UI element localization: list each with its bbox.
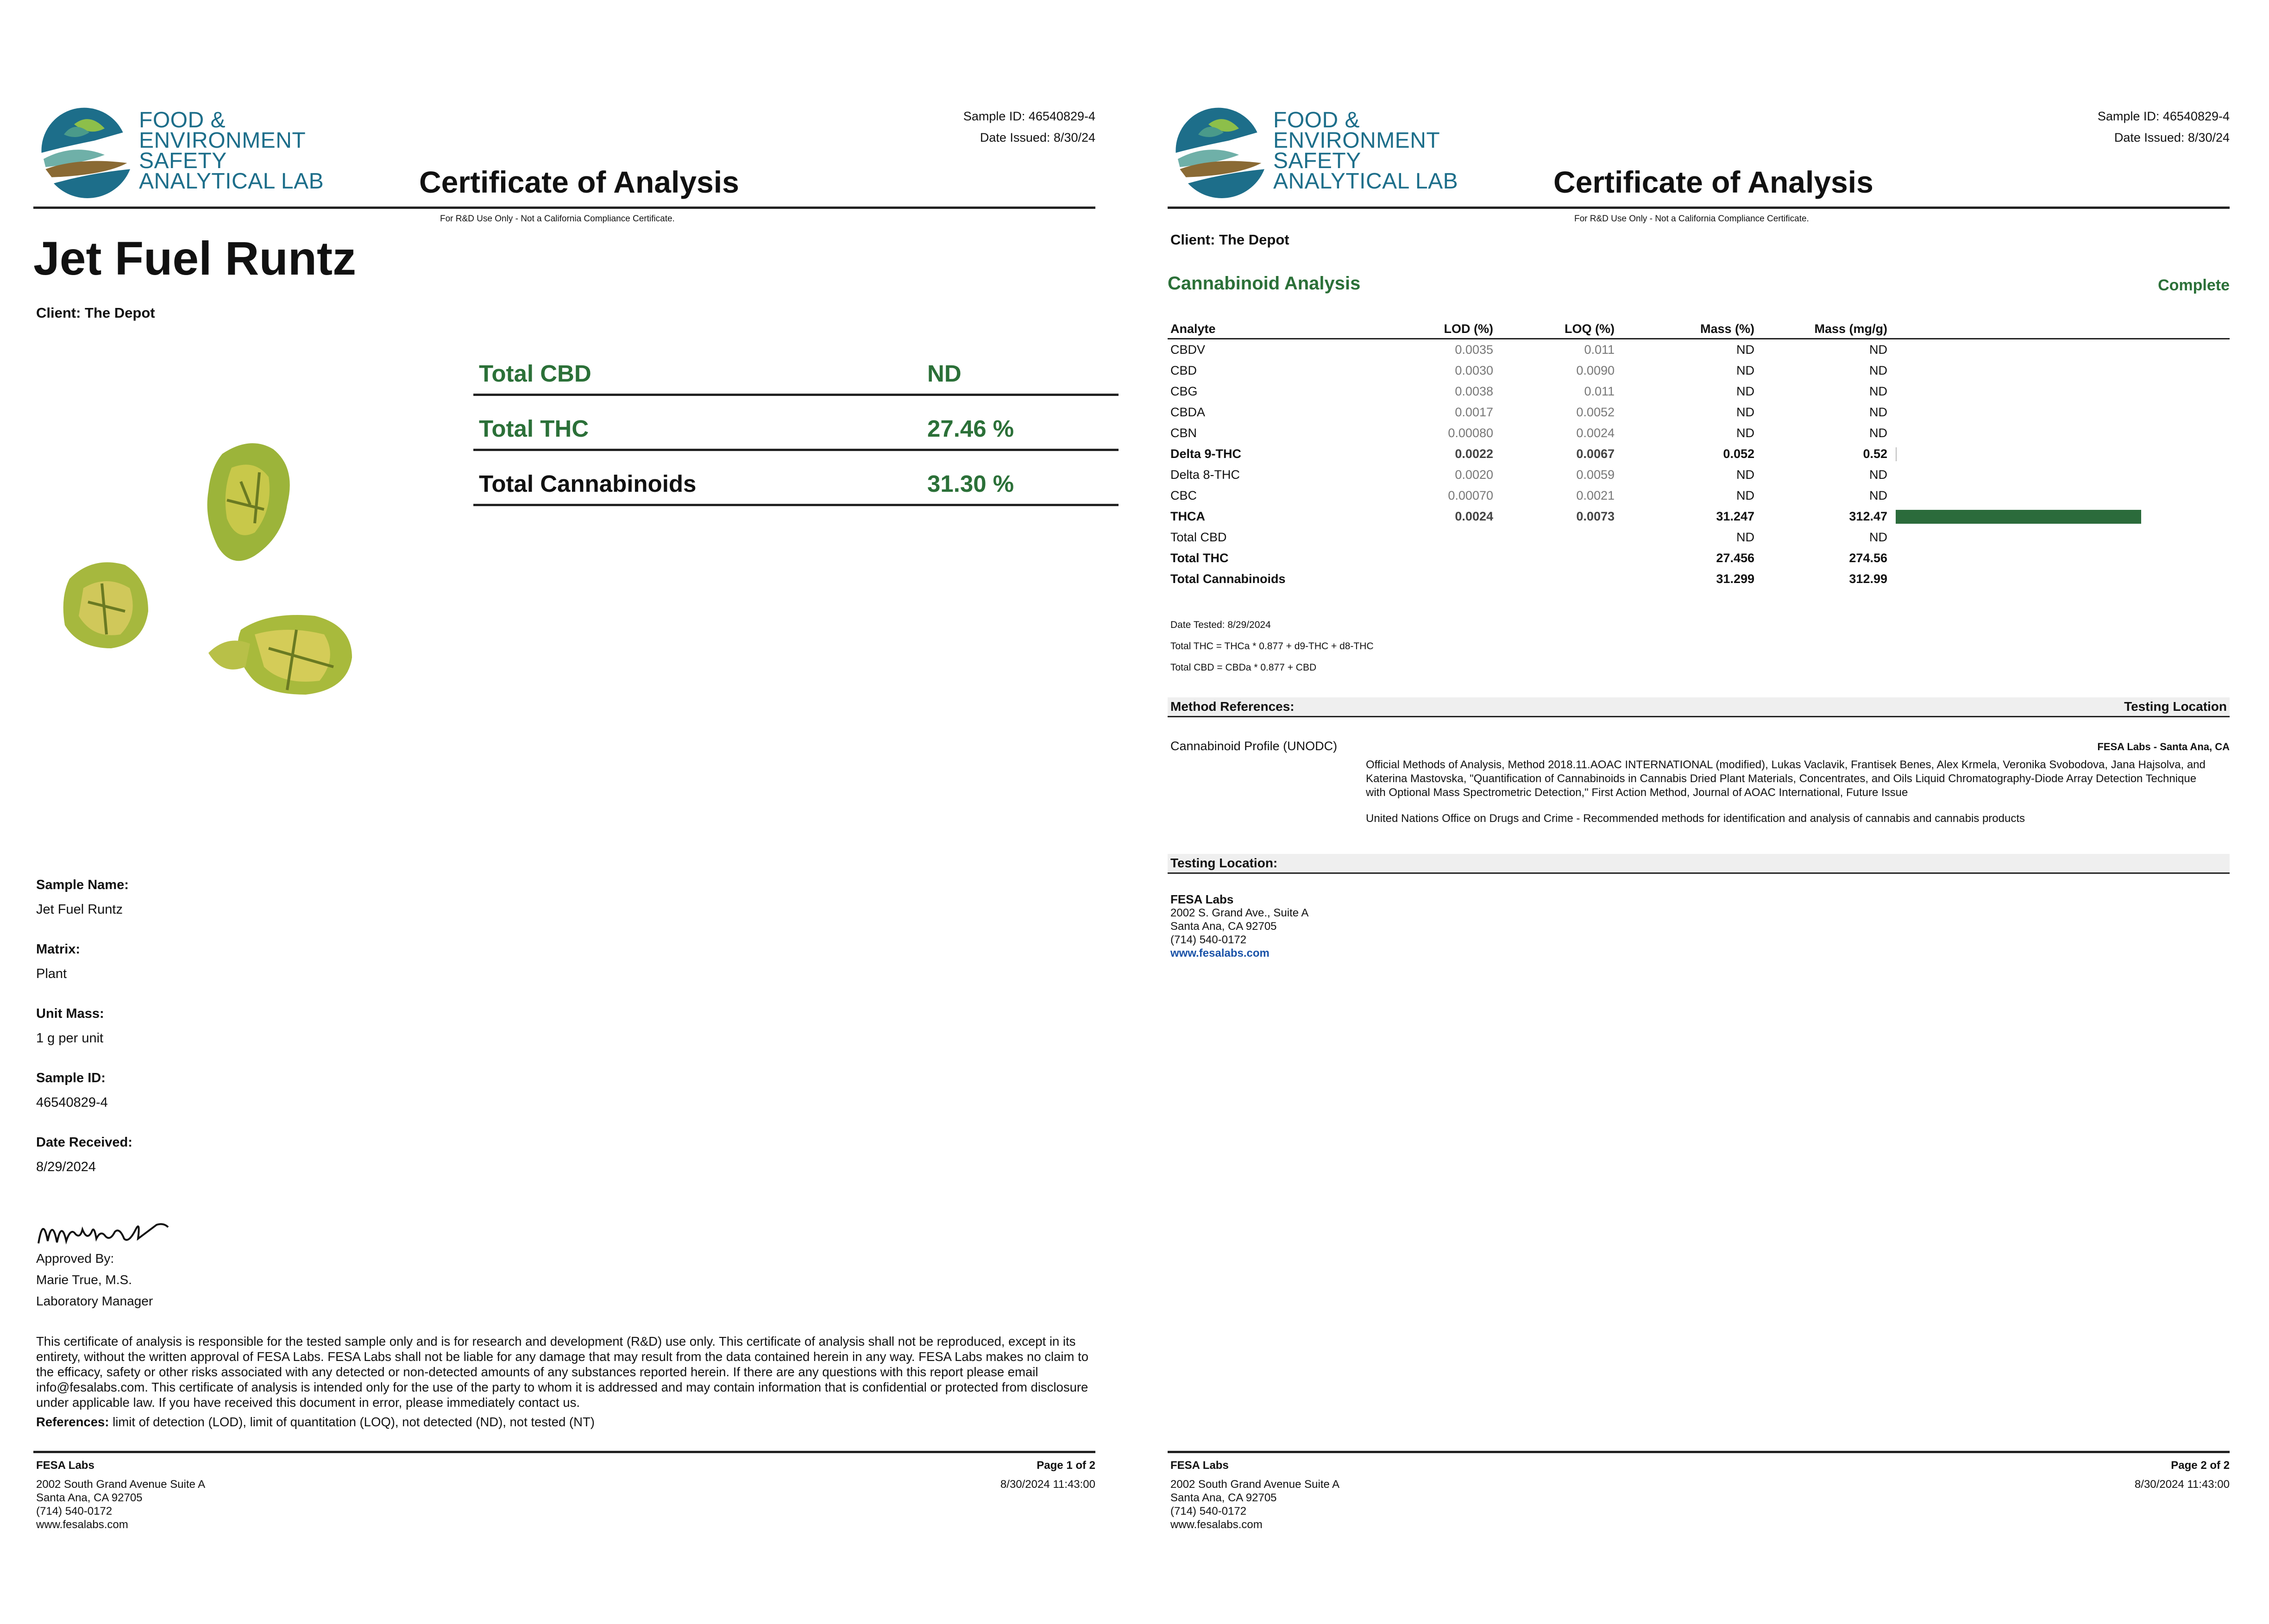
rd-note: For R&D Use Only - Not a California Compliance Certificate. (1574, 214, 1809, 224)
mass-mg-cell: ND (1869, 489, 1887, 502)
footer-web: www.fesalabs.com (1170, 1518, 1263, 1531)
loq-cell: 0.0073 (1576, 509, 1615, 523)
bar-cell (1890, 485, 2230, 506)
mass-percent-cell: 31.247 (1716, 509, 1754, 523)
info-value: 1 g per unit (36, 1031, 104, 1046)
mass-mg-cell: ND (1869, 364, 1887, 377)
sample-id-line: Sample ID: 46540829-4 (2097, 109, 2230, 123)
analyte-cell: CBG (1170, 384, 1198, 398)
logo-line: SAFETY (139, 149, 227, 173)
mass-percent-cell: 0.052 (1723, 447, 1754, 461)
client-name: Client: The Depot (36, 305, 155, 321)
footer-timestamp: 8/30/2024 11:43:00 (1000, 1478, 1095, 1491)
loq-cell: 0.0090 (1576, 364, 1615, 377)
section-title: Cannabinoid Analysis (1168, 273, 1361, 294)
info-sample-name (36, 878, 129, 917)
lab-phone: (714) 540-0172 (1170, 934, 1247, 946)
info-label: Matrix: (36, 942, 81, 957)
info-label: Date Received: (36, 1135, 132, 1150)
analyte-cell: CBD (1170, 364, 1197, 377)
info-value: Jet Fuel Runtz (36, 902, 123, 917)
lod-cell: 0.00080 (1448, 426, 1493, 440)
footer-phone: (714) 540-0172 (1170, 1505, 1247, 1517)
bar-cell (1890, 506, 2230, 527)
analyte-cell: Delta 8-THC (1170, 468, 1240, 482)
logo-line: FOOD & (139, 108, 226, 132)
references (36, 1415, 595, 1430)
footer-web: www.fesalabs.com (36, 1518, 128, 1531)
table-row (1168, 548, 2230, 569)
approver-title: Laboratory Manager (36, 1294, 153, 1308)
coa-page-2 (1134, 0, 2269, 1624)
footer-address1: 2002 South Grand Avenue Suite A (36, 1478, 206, 1491)
lab-logo-text (1273, 110, 1458, 192)
table-row (1168, 506, 2230, 527)
page-title: Certificate of Analysis (1553, 165, 1873, 199)
disclaimer: This certificate of analysis is responsible for the tested sample only and is for research and development (R&D) use only. This certificate of analysis shall not be reproduced, except in its entirety, without the written approval of FESA Labs. FESA Labs shall not be liable for any damage that may result from the data contained herein in any way. FESA Labs makes no claim to the efficacy, safety or other risks associated with any detected or non-detected amounts of any substances reported herein. If there are any questions with this report please email info@fesalabs.com. This certificate of analysis is intended only for the use of the party to whom it is addressed and may contain information that is confidential or protected from disclosure under applicable law. If you have received this document in error, please immediately contact us. (36, 1334, 1089, 1410)
mass-percent-cell: ND (1736, 343, 1754, 357)
footer-page-info (2135, 1459, 2230, 1491)
analyte-cell: THCA (1170, 509, 1205, 523)
cannabinoid-table (1168, 320, 2230, 589)
lod-cell: 0.0030 (1455, 364, 1493, 377)
info-value: 46540829-4 (36, 1095, 108, 1110)
table-row (1168, 464, 2230, 485)
header-divider (33, 207, 1095, 209)
lab-logo (33, 102, 324, 204)
approval-block (36, 1248, 153, 1312)
analyte-cell: CBC (1170, 489, 1197, 502)
mass-percent-cell: ND (1736, 384, 1754, 398)
client-name: Client: The Depot (1170, 232, 1289, 248)
table-header-row (1168, 320, 2230, 339)
info-sample-id (36, 1071, 108, 1110)
loq-cell (1496, 548, 1617, 569)
bar-cell (1890, 402, 2230, 423)
mass-bar (1896, 510, 2141, 524)
table-row (1168, 381, 2230, 402)
page-title: Certificate of Analysis (419, 165, 739, 199)
lod-cell: 0.0017 (1455, 405, 1493, 419)
sample-meta (963, 106, 1095, 148)
mass-percent-cell: ND (1736, 405, 1754, 419)
date-tested: Date Tested: 8/29/2024 (1170, 620, 1271, 630)
table-row (1168, 402, 2230, 423)
mass-bar (1896, 447, 1897, 461)
method-references-header (1168, 697, 2230, 717)
rd-note: For R&D Use Only - Not a California Compliance Certificate. (440, 214, 675, 224)
bud-image (63, 443, 352, 695)
sample-id-line: Sample ID: 46540829-4 (963, 109, 1095, 123)
footer-page-info (1000, 1459, 1095, 1491)
method-description-unodc: United Nations Office on Drugs and Crime - Recommended methods for identification and analysis of cannabis and cannabis products (1366, 812, 2025, 825)
mass-percent-cell: ND (1736, 489, 1754, 502)
analyte-cell: CBDA (1170, 405, 1206, 419)
lod-cell: 0.0024 (1455, 509, 1493, 523)
table-body (1168, 339, 2230, 590)
lab-address1: 2002 S. Grand Ave., Suite A (1170, 907, 1309, 919)
lod-cell (1435, 569, 1496, 589)
column-header: Mass (%) (1617, 320, 1757, 339)
footer-address (1170, 1459, 1339, 1531)
testing-location-header (1168, 854, 2230, 874)
mass-percent-cell: 31.299 (1716, 572, 1754, 586)
lod-cell: 0.0038 (1455, 384, 1493, 398)
summary-label: Total CBD (479, 360, 591, 387)
lod-cell (1435, 548, 1496, 569)
table-row (1168, 444, 2230, 464)
logo-line: SAFETY (1273, 149, 1361, 173)
footer-address1: 2002 South Grand Avenue Suite A (1170, 1478, 1340, 1491)
bar-cell (1890, 548, 2230, 569)
bar-cell (1890, 381, 2230, 402)
references-text: limit of detection (LOD), limit of quantitation (LOQ), not detected (ND), not tested (NT) (109, 1415, 595, 1429)
footer-address2: Santa Ana, CA 92705 (1170, 1492, 1277, 1504)
logo-line: ANALYTICAL LAB (139, 169, 324, 194)
analyte-cell: Total CBD (1170, 530, 1227, 544)
page-number: Page 2 of 2 (2171, 1459, 2230, 1472)
mass-mg-cell: ND (1869, 468, 1887, 482)
formula-cbd: Total CBD = CBDa * 0.877 + CBD (1170, 662, 1317, 673)
mass-percent-cell: ND (1736, 364, 1754, 377)
testing-location-section-label: Testing Location: (1170, 856, 1278, 870)
approved-by-label: Approved By: (36, 1251, 114, 1266)
mass-percent-cell: ND (1736, 426, 1754, 440)
summary-row (473, 343, 1119, 396)
info-unit-mass (36, 1006, 104, 1046)
lab-logo-text (139, 110, 324, 192)
info-label: Sample ID: (36, 1071, 106, 1085)
date-issued-line: Date Issued: 8/30/24 (2114, 131, 2230, 144)
summary-label: Total THC (479, 415, 589, 442)
footer-timestamp: 8/30/2024 11:43:00 (2134, 1478, 2230, 1491)
logo-line: ANALYTICAL LAB (1273, 169, 1458, 194)
lab-logo-icon (33, 102, 135, 204)
footer-divider (1168, 1451, 2230, 1453)
status-badge: Complete (2158, 276, 2230, 294)
column-header: Analyte (1168, 320, 1435, 339)
lab-address-block (1170, 893, 1308, 960)
testing-location-label: Testing Location (2124, 699, 2227, 714)
summary-row (473, 398, 1119, 451)
bar-column-header (1890, 320, 2230, 339)
analyte-cell: Delta 9-THC (1170, 447, 1242, 461)
footer-address (36, 1459, 205, 1531)
notes (1170, 614, 1374, 678)
mass-mg-cell: ND (1869, 384, 1887, 398)
loq-cell: 0.0052 (1576, 405, 1615, 419)
product-name: Jet Fuel Runtz (33, 232, 357, 285)
summary-row (473, 453, 1119, 506)
lod-cell: 0.0020 (1455, 468, 1493, 482)
summary-value: 31.30 % (927, 470, 1014, 497)
approver-name: Marie True, M.S. (36, 1273, 132, 1287)
bar-cell (1890, 527, 2230, 548)
mass-percent-cell: ND (1736, 530, 1754, 544)
lod-cell (1435, 527, 1496, 548)
loq-cell: 0.0059 (1576, 468, 1615, 482)
column-header: LOD (%) (1435, 320, 1496, 339)
method-references-label: Method References: (1170, 699, 1295, 714)
column-header: LOQ (%) (1496, 320, 1617, 339)
info-matrix (36, 942, 80, 982)
loq-cell: 0.011 (1584, 343, 1615, 357)
loq-cell (1496, 569, 1617, 589)
method-description: Official Methods of Analysis, Method 2018.11.AOAC INTERNATIONAL (modified), Lukas Vaclavik, Frantisek Benes, Alex Krmela, Veronika Svobodova, Jana Hajsolva, and Katerina Mastovska, "Quantification of Cannabinoids in Cannabis Dried Plant Materials, Concentrates, and Oils Liquid Chromatography-Diode Array Detection Technique with Optional Mass Spectrometric Detection," First Action Method, Journal of AOAC International, Future Issue (1366, 759, 2206, 799)
table-row (1168, 569, 2230, 589)
table-row (1168, 527, 2230, 548)
info-label: Unit Mass: (36, 1006, 104, 1021)
logo-line: FOOD & (1273, 108, 1360, 132)
method-location: FESA Labs - Santa Ana, CA (2097, 741, 2230, 752)
table-row (1168, 360, 2230, 381)
mass-mg-cell: ND (1869, 343, 1887, 357)
lod-cell: 0.0035 (1455, 343, 1493, 357)
loq-cell: 0.011 (1584, 384, 1615, 398)
footer-divider (33, 1451, 1095, 1453)
bar-cell (1890, 423, 2230, 444)
summary-value: ND (927, 360, 962, 387)
bar-cell (1890, 569, 2230, 589)
product-photo (56, 417, 408, 741)
bar-cell (1890, 360, 2230, 381)
table-row (1168, 423, 2230, 444)
mass-mg-cell: 274.56 (1849, 551, 1887, 565)
mass-mg-cell: 0.52 (1863, 447, 1887, 461)
footer-firm: FESA Labs (1170, 1459, 1229, 1472)
header-divider (1168, 207, 2230, 209)
lod-cell: 0.0022 (1455, 447, 1493, 461)
info-value: 8/29/2024 (36, 1160, 96, 1174)
analyte-cell: CBDV (1170, 343, 1206, 357)
logo-line: ENVIRONMENT (139, 128, 306, 153)
references-label: References: (36, 1415, 109, 1429)
lab-logo-icon (1168, 102, 1270, 204)
lab-firm: FESA Labs (1170, 892, 1234, 906)
coa-page-1 (0, 0, 1134, 1624)
footer-phone: (714) 540-0172 (36, 1505, 113, 1517)
summary-label: Total Cannabinoids (479, 470, 697, 497)
loq-cell (1496, 527, 1617, 548)
lod-cell: 0.00070 (1448, 489, 1493, 502)
mass-mg-cell: ND (1869, 405, 1887, 419)
info-value: Plant (36, 966, 67, 981)
formula-thc: Total THC = THCa * 0.877 + d9-THC + d8-THC (1170, 641, 1374, 652)
loq-cell: 0.0021 (1576, 489, 1615, 502)
lab-logo (1168, 102, 1458, 204)
mass-mg-cell: ND (1869, 530, 1887, 544)
potency-summary (473, 343, 1119, 508)
analyte-cell: Total THC (1170, 551, 1229, 565)
lab-website-link[interactable]: www.fesalabs.com (1170, 947, 1270, 959)
mass-mg-cell: 312.99 (1849, 572, 1887, 586)
footer-address2: Santa Ana, CA 92705 (36, 1492, 143, 1504)
info-date-received (36, 1135, 132, 1175)
page-number: Page 1 of 2 (1037, 1459, 1095, 1472)
summary-value: 27.46 % (927, 415, 1014, 442)
lab-address2: Santa Ana, CA 92705 (1170, 920, 1277, 933)
analyte-cell: CBN (1170, 426, 1197, 440)
analyte-cell: Total Cannabinoids (1170, 572, 1286, 586)
column-header: Mass (mg/g) (1757, 320, 1890, 339)
table-row (1168, 339, 2230, 361)
mass-mg-cell: ND (1869, 426, 1887, 440)
mass-percent-cell: 27.456 (1716, 551, 1754, 565)
loq-cell: 0.0024 (1576, 426, 1615, 440)
logo-line: ENVIRONMENT (1273, 128, 1440, 153)
mass-percent-cell: ND (1736, 468, 1754, 482)
mass-mg-cell: 312.47 (1849, 509, 1887, 523)
date-issued-line: Date Issued: 8/30/24 (980, 131, 1095, 144)
loq-cell: 0.0067 (1576, 447, 1615, 461)
info-label: Sample Name: (36, 878, 129, 892)
bar-cell (1890, 464, 2230, 485)
sample-meta (2098, 106, 2230, 148)
footer-firm: FESA Labs (36, 1459, 94, 1472)
table-row (1168, 485, 2230, 506)
bar-cell (1890, 444, 2230, 464)
bar-cell (1890, 339, 2230, 361)
method-name: Cannabinoid Profile (UNODC) (1170, 739, 1338, 753)
